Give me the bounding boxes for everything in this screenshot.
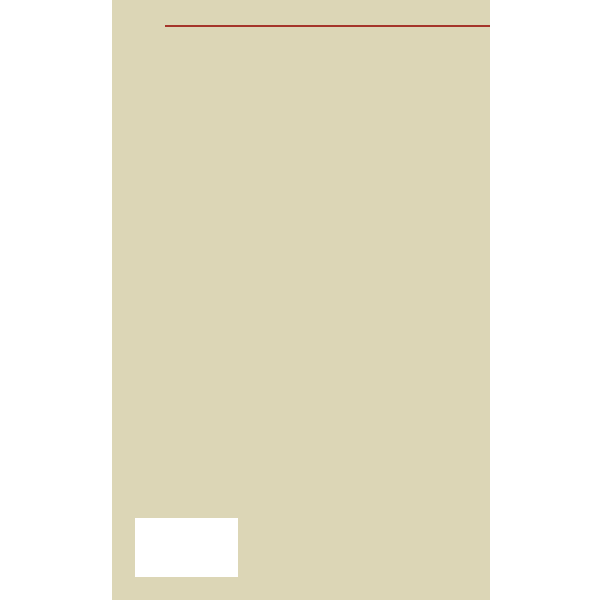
barcode-block: [135, 518, 238, 577]
badge-translations: [234, 433, 350, 434]
book-back-cover: [112, 0, 490, 600]
partner-logo-afisha-daily: [248, 542, 253, 560]
badge-reviews: [125, 424, 245, 425]
barcode-digits-row: [135, 545, 238, 563]
badge-ranking: [342, 422, 458, 423]
header-divider-line: [165, 25, 490, 27]
